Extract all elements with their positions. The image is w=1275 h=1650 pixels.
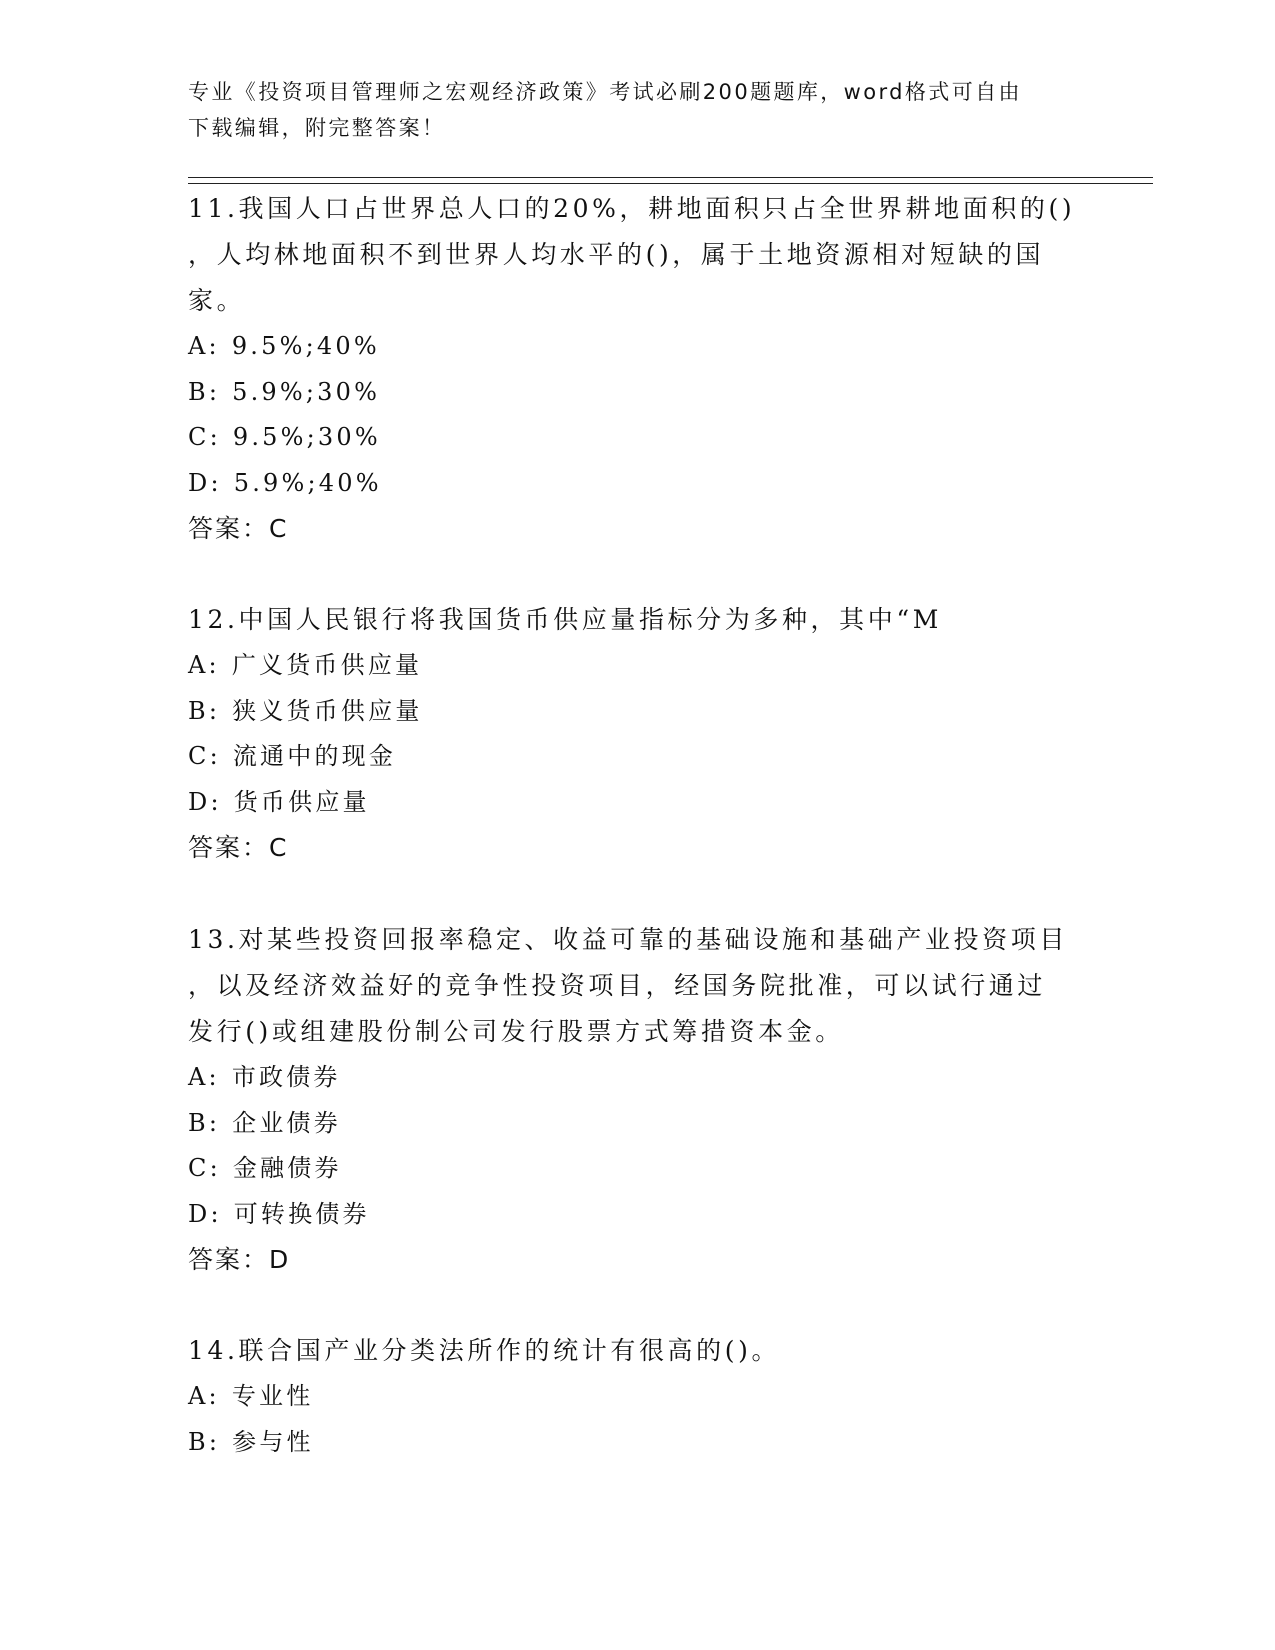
option-text: 9.5%;30% (232, 423, 381, 451)
option-b (188, 689, 1088, 735)
option-key: B: (188, 1427, 221, 1456)
answer-line: 答案：D (188, 1245, 291, 1274)
question-stem-line: ，人均林地面积不到世界人均水平的()，属于土地资源相对短缺的国 (188, 240, 1045, 269)
option-c (188, 1146, 1088, 1192)
option-key: A: (188, 1382, 220, 1410)
option-a (188, 324, 1088, 370)
question-stem-line: 家。 (188, 286, 246, 315)
question-stem-line: 14.联合国产业分类法所作的统计有很高的()。 (188, 1336, 781, 1365)
question-stem-line: ，以及经济效益好的竞争性投资项目，经国务院批准，可以试行通过 (188, 971, 1047, 1000)
option-key: C: (188, 742, 221, 770)
option-key: D: (188, 787, 222, 816)
option-a (188, 643, 1088, 689)
question-stem-line: 13.对某些投资回报率稳定、收益可靠的基础设施和基础产业投资项目 (188, 925, 1068, 954)
option-text: 企业债券 (232, 1108, 341, 1137)
question-14 (188, 1328, 1088, 1465)
question-12 (188, 597, 1088, 871)
option-key: A: (188, 1063, 220, 1091)
option-text: 参与性 (232, 1427, 314, 1456)
option-text: 金融债券 (232, 1154, 342, 1182)
option-d (188, 461, 1088, 507)
header-divider-top (188, 177, 1153, 178)
option-text: 5.9%;40% (233, 468, 382, 497)
option-text: 9.5%;40% (231, 332, 380, 360)
option-b (188, 1420, 1088, 1466)
option-a (188, 1374, 1088, 1420)
option-key: C: (188, 423, 221, 451)
question-13 (188, 917, 1088, 1283)
option-text: 可转换债券 (233, 1199, 370, 1228)
answer-line: 答案：C (188, 833, 289, 862)
option-text: 广义货币供应量 (231, 651, 423, 679)
option-b (188, 1101, 1088, 1147)
header-divider-bottom (188, 183, 1153, 184)
question-stem-line: 11.我国人口占世界总人口的20%，耕地面积只占全世界耕地面积的() (188, 194, 1076, 223)
document-header (188, 74, 1088, 146)
option-c (188, 734, 1088, 780)
option-key: A: (188, 651, 220, 679)
option-key: D: (188, 1199, 222, 1228)
question-11 (188, 186, 1088, 552)
answer-line: 答案：C (188, 514, 289, 543)
option-c (188, 415, 1088, 461)
question-stem-line: 发行()或组建股份制公司发行股票方式筹措资本金。 (188, 1017, 844, 1046)
option-text: 5.9%;30% (232, 377, 381, 406)
option-d (188, 1192, 1088, 1238)
option-text: 货币供应量 (233, 787, 370, 816)
option-key: B: (188, 696, 221, 725)
option-key: A: (188, 332, 220, 360)
option-d (188, 780, 1088, 826)
option-text: 专业性 (231, 1382, 314, 1410)
option-key: B: (188, 1108, 221, 1137)
option-key: C: (188, 1154, 221, 1182)
option-key: B: (188, 377, 221, 406)
header-line-1: 专业《投资项目管理师之宏观经济政策》考试必刷200题题库，word格式可自由 (188, 80, 1022, 104)
question-stem-line: 12.中国人民银行将我国货币供应量指标分为多种，其中“M (188, 605, 942, 634)
option-text: 市政债券 (231, 1063, 341, 1091)
option-text: 狭义货币供应量 (232, 696, 423, 725)
option-key: D: (188, 468, 222, 497)
option-a (188, 1055, 1088, 1101)
header-line-2: 下载编辑，附完整答案！ (188, 116, 446, 140)
option-b (188, 370, 1088, 416)
option-text: 流通中的现金 (232, 742, 397, 770)
